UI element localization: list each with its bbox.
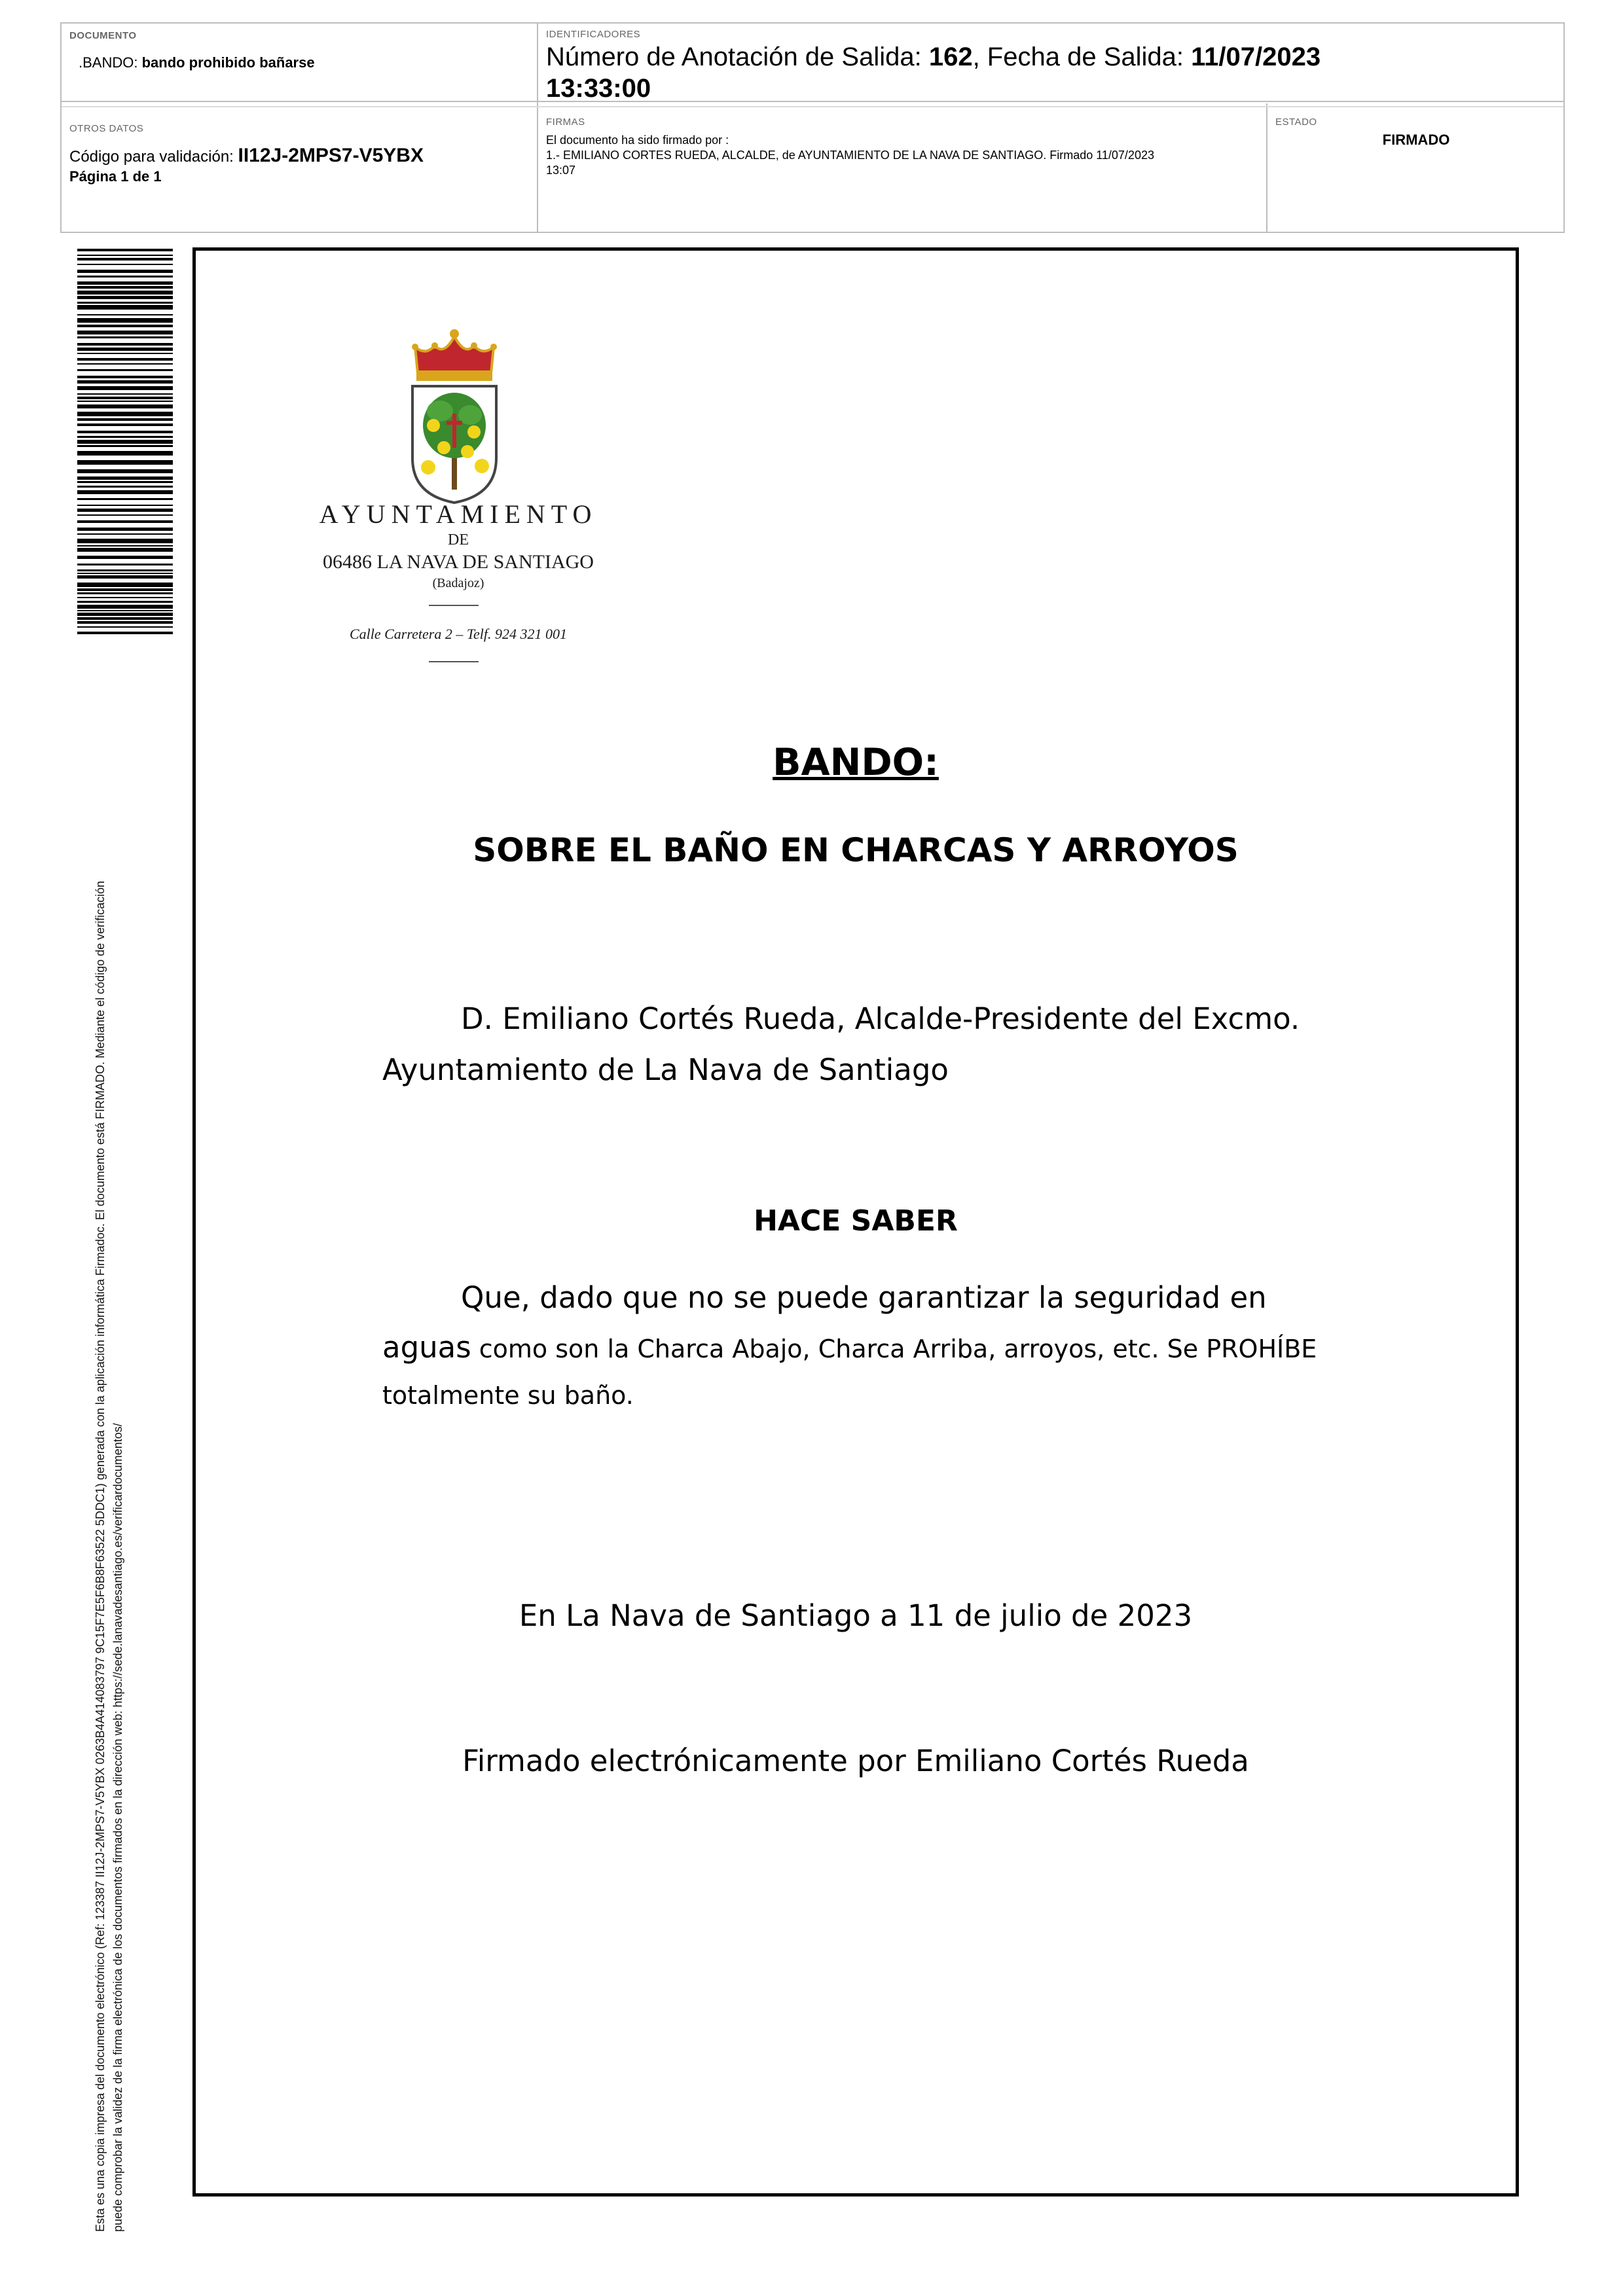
- body-line: [382, 1330, 1317, 1365]
- documento-prefix: .BANDO:: [79, 54, 142, 71]
- place-date: En La Nava de Santiago a 11 de julio de 2023: [519, 1598, 1193, 1633]
- firmas-line: El documento ha sido firmado por :: [546, 134, 729, 147]
- bando-subtitle: SOBRE EL BAÑO EN CHARCAS Y ARROYOS: [473, 831, 1239, 869]
- org-province: (Badajoz): [432, 576, 484, 590]
- firmas-line: 13:07: [546, 164, 576, 177]
- anotacion-number: 162: [928, 43, 973, 71]
- verification-line: puede comprobar la validez de la firma electrónica de los documentos firmados en la dirección web: https://sede.lanavadesantiago.es/verificardocumentos/: [111, 1423, 124, 2232]
- documento-name: bando prohibido bañarse: [141, 54, 315, 71]
- body-line: Que, dado que no se puede garantizar la seguridad en: [461, 1280, 1267, 1315]
- hace-saber-heading: HACE SABER: [754, 1204, 958, 1238]
- anotacion-line: [546, 41, 1554, 73]
- identificadores-label: IDENTIFICADORES: [546, 29, 641, 40]
- firmas-line: 1.- EMILIANO CORTES RUEDA, ALCALDE, de AYUNTAMIENTO DE LA NAVA DE SANTIAGO. Firmado 11/07/2023: [546, 149, 1154, 162]
- estado-label: ESTADO: [1275, 117, 1317, 128]
- firmas-text: [546, 133, 1260, 178]
- intro-line: D. Emiliano Cortés Rueda, Alcalde-Presidente del Excmo.: [461, 1001, 1300, 1036]
- anotacion-label: Número de Anotación de Salida:: [546, 43, 929, 71]
- barcode-icon: [77, 249, 173, 638]
- body-rest: como son la Charca Abajo, Charca Arriba, arroyos, etc. Se PROHÍBE: [471, 1335, 1317, 1363]
- hora-value: 13:33:00: [546, 74, 651, 103]
- firmas-label: FIRMAS: [546, 117, 585, 128]
- header-divider: [62, 106, 1563, 107]
- letterhead-divider: [429, 605, 479, 606]
- fecha-value: 11/07/2023: [1191, 43, 1321, 71]
- signature-line: Firmado electrónicamente por Emiliano Cortés Rueda: [462, 1744, 1249, 1778]
- otros-datos-cell: [69, 123, 528, 185]
- pagina-indicator: Página 1 de 1: [69, 168, 162, 185]
- org-place: 06486 LA NAVA DE SANTIAGO: [323, 551, 594, 573]
- codigo-validacion: II12J-2MPS7-V5YBX: [238, 145, 424, 166]
- org-name: AYUNTAMIENTO: [319, 499, 598, 529]
- verification-line: Esta es una copia impresa del documento electrónico (Ref: 123387 II12J-2MPS7-V5YBX 0263B4A414083797 9C15F7E5F6B8F63522 5DDC1) generada con la aplicación informática Firmadoc. El documento está FIRMADO. Mediante el código de verificación: [94, 880, 107, 2232]
- verification-sidebar: [92, 648, 127, 2232]
- intro-line: Ayuntamiento de La Nava de Santiago: [382, 1052, 949, 1087]
- codigo-label: Código para validación:: [69, 148, 238, 166]
- org-de: DE: [448, 531, 469, 548]
- otros-datos-label: OTROS DATOS: [69, 123, 144, 134]
- body-line: totalmente su baño.: [382, 1381, 634, 1410]
- documento-label: DOCUMENTO: [69, 30, 137, 41]
- documento-cell: [69, 30, 528, 71]
- fecha-label: , Fecha de Salida:: [972, 43, 1192, 71]
- letterhead-divider: [429, 661, 479, 662]
- codigo-line: [69, 145, 528, 167]
- bando-title: BANDO:: [773, 741, 939, 784]
- coat-of-arms-icon: [406, 327, 503, 505]
- org-address: Calle Carretera 2 – Telf. 924 321 001: [349, 626, 568, 642]
- metadata-header: [60, 22, 1565, 233]
- body-word: aguas: [382, 1330, 471, 1365]
- header-divider: [1266, 103, 1267, 232]
- estado-cell: [1275, 117, 1557, 149]
- identificadores-cell: [546, 29, 1554, 104]
- documento-value: [79, 54, 528, 71]
- firmas-cell: [546, 117, 1260, 178]
- header-divider: [537, 24, 538, 232]
- estado-badge: FIRMADO: [1382, 132, 1450, 148]
